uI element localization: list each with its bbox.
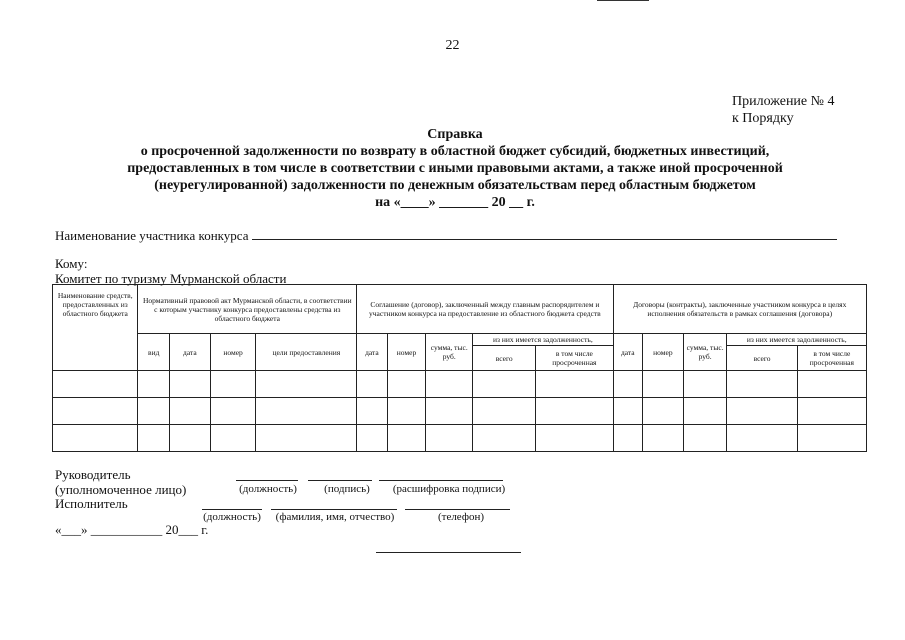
table-cell[interactable] — [797, 425, 866, 452]
signature-line[interactable] — [308, 480, 372, 481]
header-row-1 — [53, 285, 867, 334]
table-cell[interactable] — [473, 371, 536, 398]
table-cell[interactable] — [210, 425, 256, 452]
col-header-con-date: дата — [613, 334, 643, 371]
table-cell[interactable] — [683, 425, 727, 452]
page-number: 22 — [445, 38, 460, 53]
table-cell[interactable] — [727, 371, 797, 398]
bottom-line — [376, 552, 521, 553]
phone-line[interactable] — [405, 509, 510, 510]
table-row — [53, 371, 867, 398]
table-cell[interactable] — [426, 371, 473, 398]
subheader-con-debt: из них имеется задолженность, — [727, 334, 867, 346]
table-cell[interactable] — [536, 425, 613, 452]
table-cell[interactable] — [53, 371, 138, 398]
executor-label: Исполнитель — [55, 496, 128, 511]
position-caption: (должность) — [239, 483, 297, 495]
recipient-block — [55, 256, 286, 286]
table-row — [53, 398, 867, 425]
col-header-agr-total: всего — [473, 346, 536, 371]
col-header-act-purpose: цели предоставления — [256, 334, 357, 371]
title-line-4: (неурегулированной) задолженности по денежным обязательствам перед областным бюджетом — [154, 178, 756, 193]
table-cell[interactable] — [727, 425, 797, 452]
table-cell[interactable] — [169, 371, 210, 398]
col-header-con-number: номер — [643, 334, 684, 371]
table-cell[interactable] — [138, 398, 170, 425]
table-cell[interactable] — [53, 398, 138, 425]
title-date-line: на «____» _______ 20 __ г. — [375, 195, 535, 210]
table-cell[interactable] — [357, 371, 388, 398]
top-edge-line — [597, 0, 649, 1]
table-cell[interactable] — [210, 371, 256, 398]
table-cell[interactable] — [387, 371, 426, 398]
table-cell[interactable] — [53, 425, 138, 452]
table-cell[interactable] — [613, 425, 643, 452]
group-header-act: Нормативный правовой акт Мурманской области, в соответствии с которым участнику конкурса предоставлены средства из областного бюджета — [138, 285, 357, 334]
col-header-name: Наименование средств, предоставленных из областного бюджета — [53, 285, 138, 371]
table-cell[interactable] — [426, 398, 473, 425]
signature-caption: (подпись) — [324, 483, 370, 495]
table-cell[interactable] — [357, 425, 388, 452]
table-cell[interactable] — [387, 425, 426, 452]
subheader-agr-debt: из них имеется задолженность, — [473, 334, 613, 346]
table-cell[interactable] — [138, 425, 170, 452]
authorized-label: (уполномоченное лицо) — [55, 482, 187, 497]
title-line-2: о просроченной задолженности по возврату в областной бюджет субсидий, бюджетных инвестиций, — [140, 144, 770, 159]
group-header-contracts: Договоры (контракты), заключенные участником конкурса в целях исполнения обязательств в рамках соглашения (договора) — [613, 285, 866, 334]
table-cell[interactable] — [387, 398, 426, 425]
decoding-caption: (расшифровка подписи) — [392, 483, 506, 495]
table-cell[interactable] — [473, 398, 536, 425]
col-header-agr-date: дата — [357, 334, 388, 371]
table-cell[interactable] — [643, 398, 684, 425]
participant-label: Наименование участника конкурса — [55, 228, 249, 243]
title-line-3: предоставленных в том числе в соответствии с иными правовыми актами, а также иной просроченной — [127, 161, 783, 176]
title-line-1: Справка — [427, 127, 483, 142]
table-cell[interactable] — [256, 425, 357, 452]
table-cell[interactable] — [613, 398, 643, 425]
col-header-con-sum: сумма, тыс. руб. — [683, 334, 727, 371]
phone-caption: (телефон) — [437, 511, 485, 523]
col-header-con-total: всего — [727, 346, 797, 371]
table-cell[interactable] — [169, 425, 210, 452]
col-header-agr-number: номер — [387, 334, 426, 371]
appendix-line-1: Приложение № 4 — [732, 94, 835, 109]
date-line[interactable]: «___» ___________ 20___ г. — [55, 522, 209, 537]
group-header-agreement: Соглашение (договор), заключенный между главным распорядителем и участником конкурса на предоставление из областного бюджета средств — [357, 285, 613, 334]
table-cell[interactable] — [426, 425, 473, 452]
table-cell[interactable] — [643, 371, 684, 398]
table-cell[interactable] — [683, 398, 727, 425]
position-caption-2: (должность) — [203, 511, 261, 523]
participant-field — [55, 227, 845, 244]
table-cell[interactable] — [613, 371, 643, 398]
table-cell[interactable] — [797, 398, 866, 425]
fullname-caption: (фамилия, имя, отчество) — [275, 511, 395, 523]
table-row — [53, 425, 867, 452]
table-cell[interactable] — [643, 425, 684, 452]
table-cell[interactable] — [357, 398, 388, 425]
table-cell[interactable] — [797, 371, 866, 398]
col-header-con-overdue: в том числе просроченная — [797, 346, 866, 371]
position-line-2[interactable] — [202, 509, 262, 510]
appendix-line-2: к Порядку — [732, 111, 794, 126]
table-cell[interactable] — [256, 371, 357, 398]
table-cell[interactable] — [169, 398, 210, 425]
to-label: Кому: — [55, 256, 88, 271]
table-cell[interactable] — [536, 371, 613, 398]
debt-table — [52, 284, 867, 452]
participant-input-line[interactable] — [252, 227, 837, 240]
recipient-name: Комитет по туризму Мурманской области — [55, 271, 287, 286]
col-header-act-date: дата — [169, 334, 210, 371]
document-title — [40, 126, 870, 211]
table-cell[interactable] — [727, 398, 797, 425]
table-cell[interactable] — [256, 398, 357, 425]
col-header-act-type: вид — [138, 334, 170, 371]
col-header-agr-sum: сумма, тыс. руб. — [426, 334, 473, 371]
table-cell[interactable] — [683, 371, 727, 398]
appendix-label — [732, 93, 835, 127]
fullname-line[interactable] — [271, 509, 397, 510]
table-cell[interactable] — [138, 371, 170, 398]
table-cell[interactable] — [536, 398, 613, 425]
col-header-act-number: номер — [210, 334, 256, 371]
table-cell[interactable] — [210, 398, 256, 425]
decoding-line[interactable] — [379, 480, 503, 481]
col-header-agr-overdue: в том числе просроченная — [536, 346, 613, 371]
head-label: Руководитель — [55, 467, 131, 482]
position-line[interactable] — [236, 480, 298, 481]
header-row-2 — [53, 334, 867, 346]
table-cell[interactable] — [473, 425, 536, 452]
